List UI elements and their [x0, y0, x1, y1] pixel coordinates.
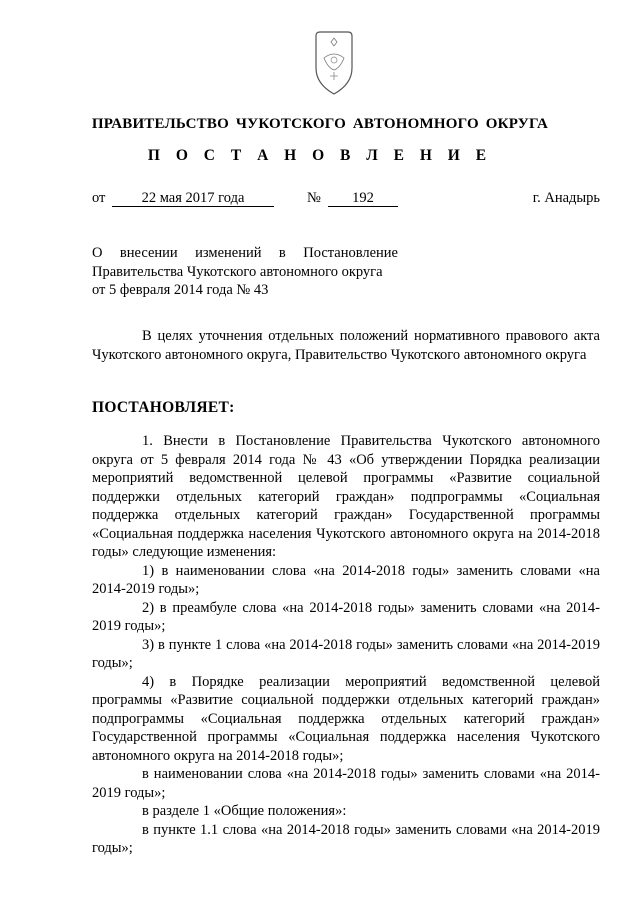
document-date: 22 мая 2017 года: [112, 190, 274, 207]
document-subject: [92, 244, 398, 300]
body-paragraph: 2) в преамбуле слова «на 2014-2018 годы» заменить словами «на 2014-2019 годы»;: [92, 599, 600, 634]
organization-title: ПРАВИТЕЛЬСТВО ЧУКОТСКОГО АВТОНОМНОГО ОКРУГА: [91, 116, 549, 132]
document-type: П О С Т А Н О В Л Е Н И Е: [147, 147, 493, 164]
resolves-heading: ПОСТАНОВЛЯЕТ:: [92, 399, 235, 416]
subject-line: О внесении изменений в Постановление: [92, 245, 398, 261]
body-paragraph: в наименовании слова «на 2014-2018 годы» заменить словами «на 2014-2019 годы»;: [92, 766, 600, 801]
body-paragraph: 1) в наименовании слова «на 2014-2018 годы» заменить словами «на 2014-2019 годы»;: [92, 562, 600, 597]
subject-line: Правительства Чукотского автономного округа: [92, 263, 383, 280]
subject-line: от 5 февраля 2014 года № 43: [92, 282, 269, 298]
body-paragraph: 1. Внести в Постановление Правительства Чукотского автономного округа от 5 февраля 2014 года № 43 «Об утверждении Порядка реализации мероприятий ведомственной целевой программы «Развитие социальной поддержки отдельных категорий граждан» подпрограммы «Социальная поддержка отдельных категорий граждан» Государственной программы «Социальная поддержка населения Чукотского автономного округа на 2014-2018 годы» следующие изменения:: [92, 433, 600, 560]
document-body: [92, 432, 600, 858]
number-label: №: [307, 190, 321, 206]
preamble: [92, 327, 600, 364]
preamble-text: В целях уточнения отдельных положений нормативного правового акта Чукотского автономного округа, Правительство Чукотского автономного округа: [92, 328, 600, 363]
coat-of-arms-icon: [310, 28, 358, 100]
body-paragraph: 3) в пункте 1 слова «на 2014-2018 годы» заменить словами «на 2014-2019 годы»;: [92, 636, 600, 671]
from-label: от: [92, 190, 106, 206]
body-paragraph: в пункте 1.1 слова «на 2014-2018 годы» заменить словами «на 2014-2019 годы»;: [92, 821, 600, 856]
document-number: 192: [328, 190, 398, 207]
city: г. Анадырь: [532, 190, 600, 206]
body-paragraph: в разделе 1 «Общие положения»:: [142, 803, 347, 819]
body-paragraph: 4) в Порядке реализации мероприятий ведомственной целевой программы «Развитие социальной поддержки отдельных категорий граждан» подпрограммы «Социальная поддержка отдельных категорий граждан» Государственной программы «Социальная поддержка населения Чукотского автономного округа на 2014-2018 годы»;: [92, 673, 600, 764]
